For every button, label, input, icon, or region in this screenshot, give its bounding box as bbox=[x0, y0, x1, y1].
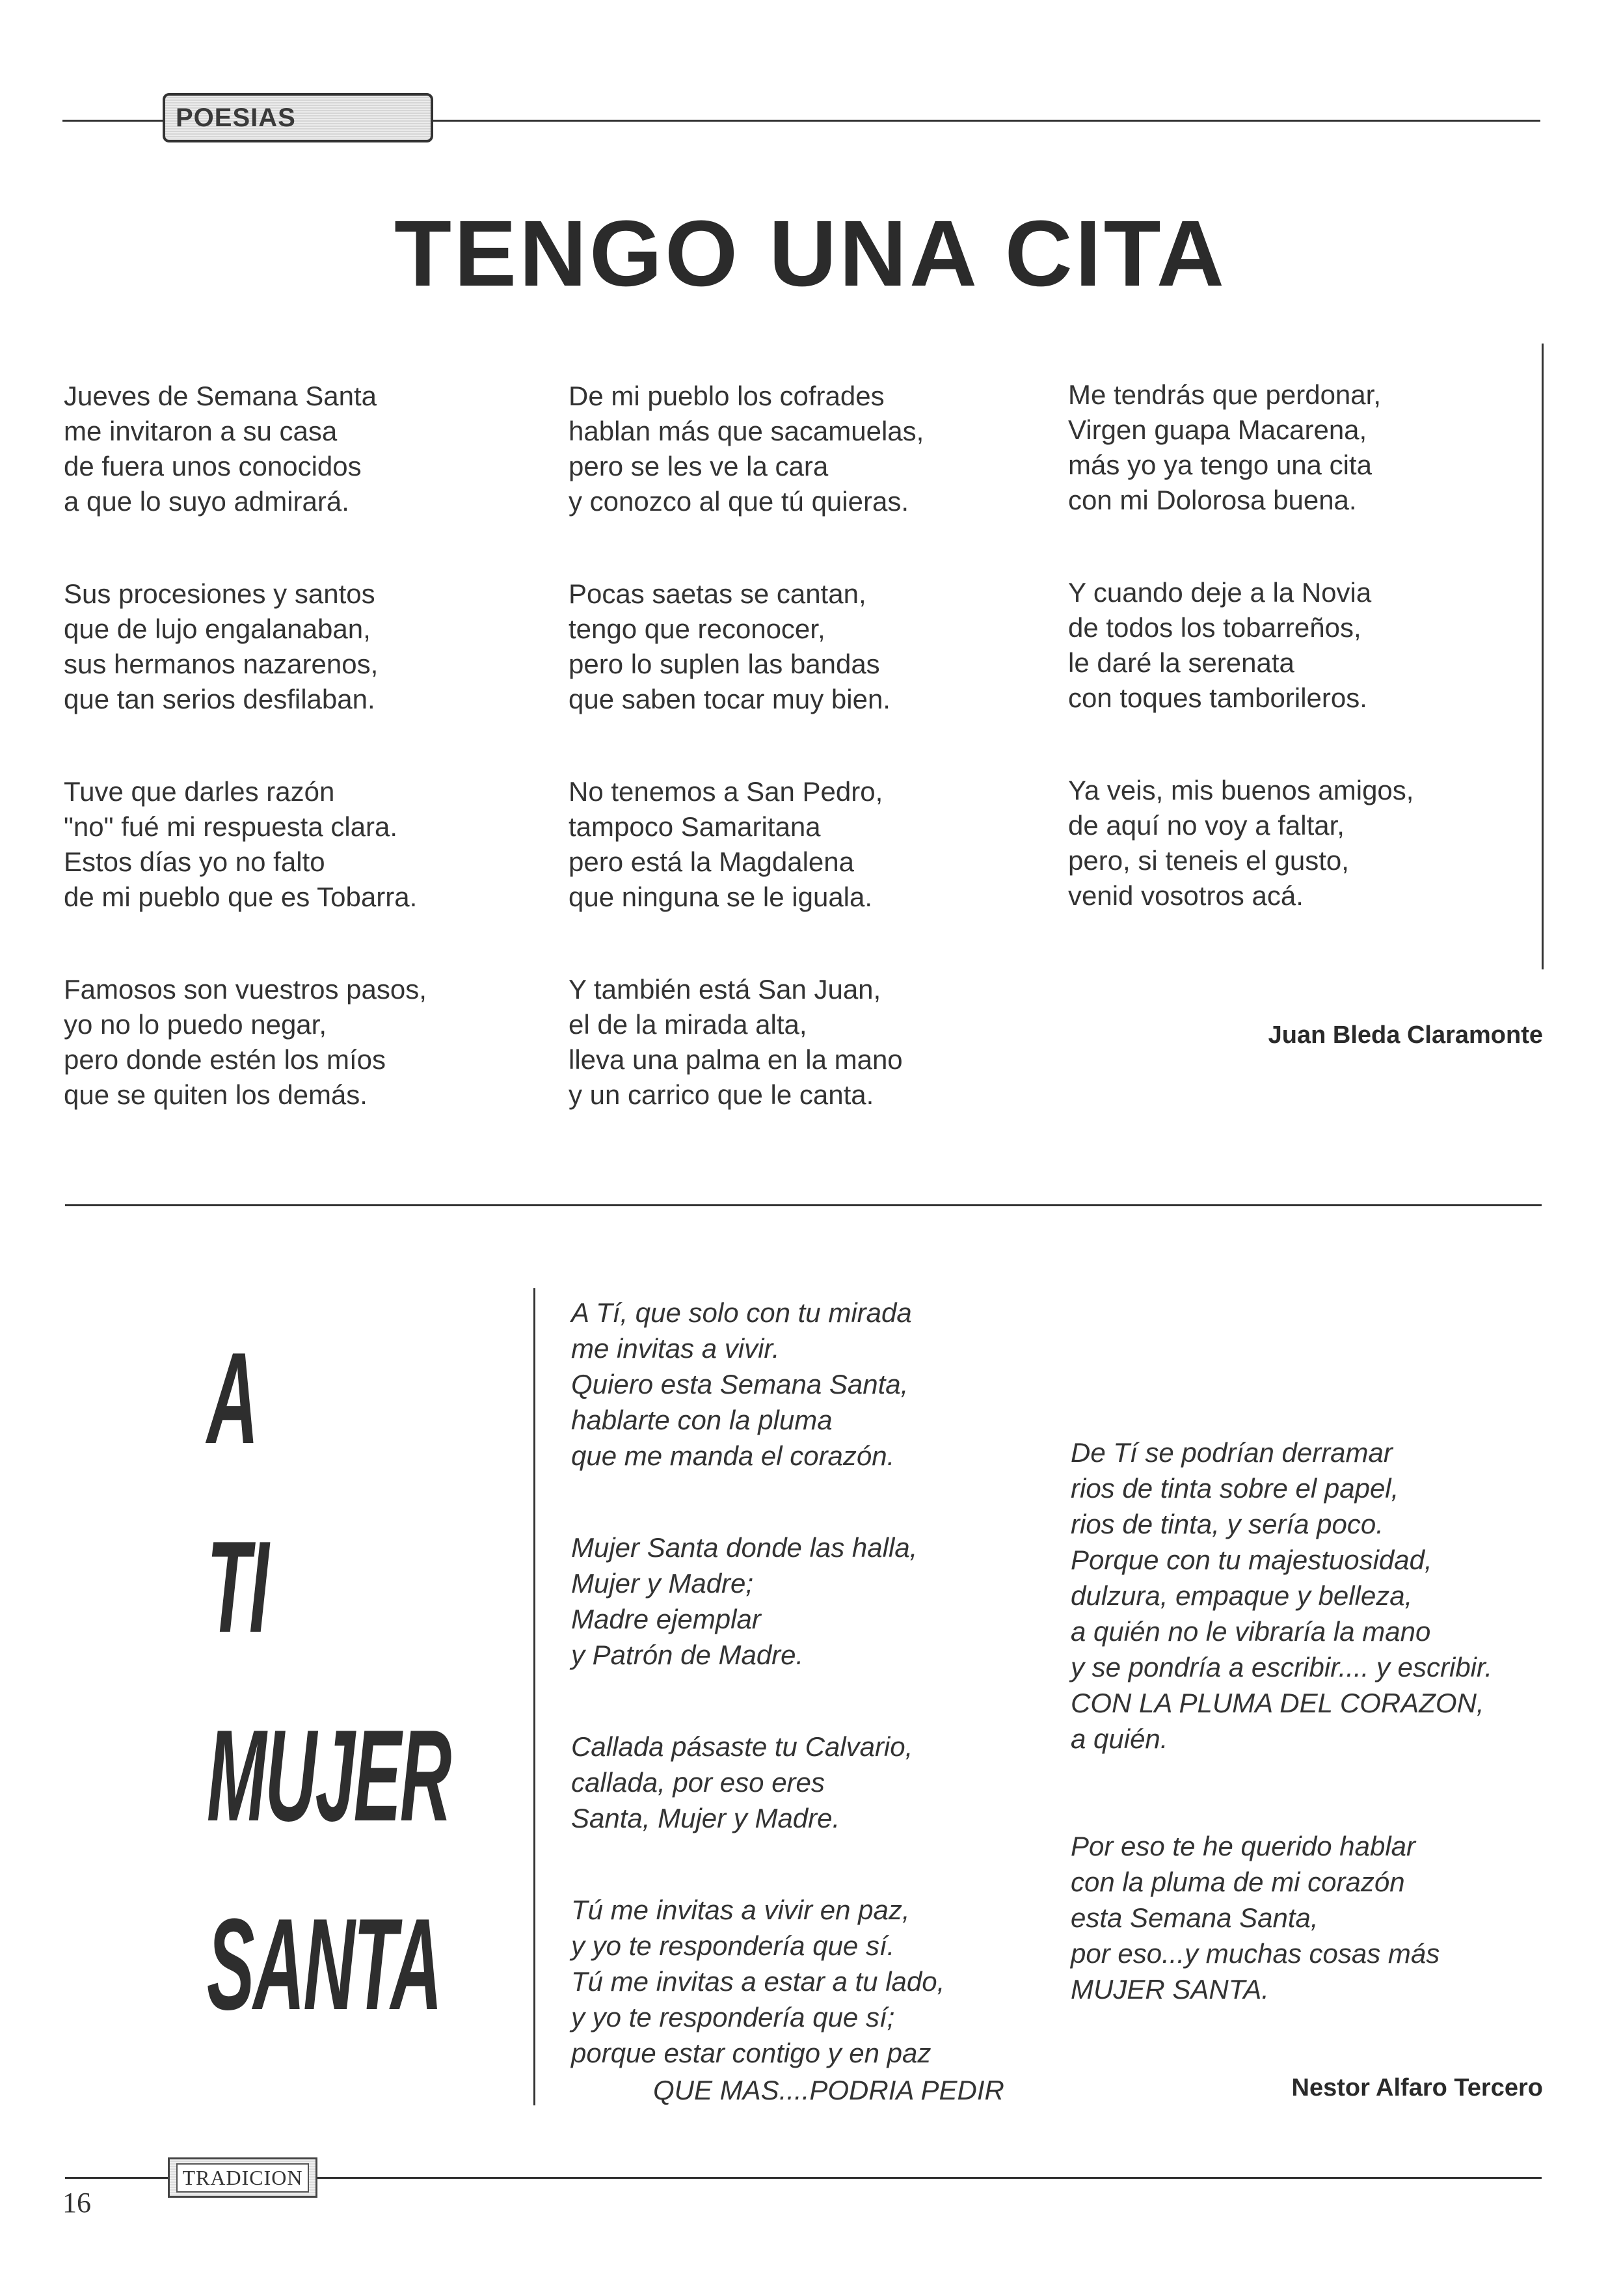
verse-line: rios de tinta, y sería poco. bbox=[1071, 1509, 1384, 1539]
stanza bbox=[571, 1530, 944, 1673]
verse-line: de aquí no voy a faltar, bbox=[1068, 810, 1345, 841]
verse-line: Jueves de Semana Santa bbox=[64, 381, 377, 411]
section-tag bbox=[163, 93, 433, 142]
verse-line: de mi pueblo que es Tobarra. bbox=[64, 882, 418, 912]
verse-line: Tú me invitas a vivir en paz, bbox=[571, 1895, 910, 1925]
verse-line: dulzura, empaque y belleza, bbox=[1071, 1580, 1413, 1611]
verse-line: que me manda el corazón. bbox=[571, 1440, 895, 1471]
verse-line: Y cuando deje a la Novia bbox=[1068, 577, 1372, 608]
poem2-title-word-2: TI bbox=[207, 1515, 268, 1660]
verse-line: Ya veis, mis buenos amigos, bbox=[1068, 775, 1414, 805]
verse-line: "no" fué mi respuesta clara. bbox=[64, 811, 398, 842]
poem1-column-2 bbox=[569, 379, 924, 1113]
verse-line: Famosos son vuestros pasos, bbox=[64, 974, 427, 1005]
verse-line: Tú me invitas a estar a tu lado, bbox=[571, 1966, 945, 1997]
poem1-column-3 bbox=[1068, 377, 1413, 913]
verse-line: de todos los tobarreños, bbox=[1068, 612, 1361, 643]
verse-line: venid vosotros acá. bbox=[1068, 880, 1304, 911]
verse-line: con toques tamborileros. bbox=[1068, 682, 1367, 713]
poem2-title-word-4: SANTA bbox=[207, 1892, 441, 2037]
verse-line: por eso...y muchas cosas más bbox=[1071, 1938, 1440, 1969]
verse-line: a que lo suyo admirará. bbox=[64, 486, 349, 517]
verse-line: A Tí, que solo con tu mirada bbox=[571, 1297, 912, 1328]
verse-line: pero donde estén los míos bbox=[64, 1044, 386, 1075]
section-label: POESIAS bbox=[176, 103, 296, 132]
verse-line: Porque con tu majestuosidad, bbox=[1071, 1545, 1432, 1575]
poem1-right-rule bbox=[1542, 344, 1544, 969]
section-divider bbox=[65, 1204, 1542, 1206]
poem2-column-1 bbox=[571, 1295, 944, 2071]
verse-line: y se pondría a escribir.... y escribir. bbox=[1071, 1652, 1493, 1682]
stanza bbox=[571, 1892, 944, 2071]
verse-line: le daré la serenata bbox=[1068, 647, 1294, 678]
verse-line: más yo ya tengo una cita bbox=[1068, 450, 1372, 480]
footer-publication: TRADICION bbox=[176, 2163, 310, 2193]
stanza bbox=[571, 1729, 944, 1836]
stanza bbox=[569, 576, 924, 717]
verse-line: el de la mirada alta, bbox=[569, 1009, 807, 1040]
stanza bbox=[64, 576, 427, 717]
stanza bbox=[1068, 575, 1413, 716]
verse-line: hablarte con la pluma bbox=[571, 1405, 833, 1435]
verse-line: porque estar contigo y en paz bbox=[571, 2038, 931, 2068]
verse-line: Quiero esta Semana Santa, bbox=[571, 1369, 909, 1399]
verse-line: Por eso te he querido hablar bbox=[1071, 1831, 1416, 1861]
poem1-title: TENGO UNA CITA bbox=[394, 201, 1227, 306]
verse-line: Mujer Santa donde las halla, bbox=[571, 1532, 918, 1563]
verse-line: Y también está San Juan, bbox=[569, 974, 881, 1005]
verse-line: sus hermanos nazarenos, bbox=[64, 649, 379, 679]
verse-line: Virgen guapa Macarena, bbox=[1068, 414, 1367, 445]
verse-line: Estos días yo no falto bbox=[64, 846, 325, 877]
verse-line: De mi pueblo los cofrades bbox=[569, 381, 885, 411]
footer-publication-tag bbox=[168, 2157, 317, 2198]
verse-line: tengo que reconocer, bbox=[569, 614, 825, 644]
stanza bbox=[1071, 1435, 1492, 1757]
poem1-column-1 bbox=[64, 379, 427, 1113]
verse-line: Madre ejemplar bbox=[571, 1604, 761, 1634]
stanza bbox=[64, 972, 427, 1113]
verse-line: que se quiten los demás. bbox=[64, 1079, 368, 1110]
verse-line: que ninguna se le iguala. bbox=[569, 882, 873, 912]
verse-line: Sus procesiones y santos bbox=[64, 578, 375, 609]
poem2-title-word-1: A bbox=[207, 1326, 258, 1471]
verse-line: hablan más que sacamuelas, bbox=[569, 416, 924, 446]
verse-line: Santa, Mujer y Madre. bbox=[571, 1803, 840, 1833]
verse-line: lleva una palma en la mano bbox=[569, 1044, 903, 1075]
verse-line: y yo te respondería que sí; bbox=[571, 2002, 895, 2033]
verse-line: pero lo suplen las bandas bbox=[569, 649, 880, 679]
verse-line: Callada pásaste tu Calvario, bbox=[571, 1731, 913, 1762]
stanza bbox=[1068, 377, 1413, 518]
verse-line: pero, si teneis el gusto, bbox=[1068, 845, 1349, 876]
verse-line: y yo te respondería que sí. bbox=[571, 1930, 895, 1961]
verse-line: pero se les ve la cara bbox=[569, 451, 829, 481]
poem2-author: Nestor Alfaro Tercero bbox=[1291, 2074, 1543, 2101]
verse-line: Me tendrás que perdonar, bbox=[1068, 379, 1381, 410]
verse-line: con mi Dolorosa buena. bbox=[1068, 485, 1357, 515]
stanza bbox=[569, 972, 924, 1113]
verse-line: y conozco al que tú quieras. bbox=[569, 486, 909, 517]
verse-line: a quién no le vibraría la mano bbox=[1071, 1616, 1431, 1647]
verse-line: No tenemos a San Pedro, bbox=[569, 776, 883, 807]
verse-line: y un carrico que le canta. bbox=[569, 1079, 874, 1110]
verse-line: tampoco Samaritana bbox=[569, 811, 821, 842]
verse-line: y Patrón de Madre. bbox=[571, 1640, 804, 1670]
verse-line: Tuve que darles razón bbox=[64, 776, 335, 807]
verse-line: que saben tocar muy bien. bbox=[569, 684, 891, 714]
stanza bbox=[1071, 1828, 1492, 2007]
poem2-column-2 bbox=[1071, 1435, 1492, 2007]
verse-line: con la pluma de mi corazón bbox=[1071, 1867, 1405, 1897]
page-number: 16 bbox=[62, 2187, 91, 2219]
verse-line: esta Semana Santa, bbox=[1071, 1902, 1319, 1933]
verse-line: De Tí se podrían derramar bbox=[1071, 1437, 1393, 1468]
verse-line: a quién. bbox=[1071, 1723, 1168, 1754]
verse-line: yo no lo puedo negar, bbox=[64, 1009, 327, 1040]
verse-line: rios de tinta sobre el papel, bbox=[1071, 1473, 1399, 1504]
verse-line: pero está la Magdalena bbox=[569, 846, 854, 877]
verse-line: callada, por eso eres bbox=[571, 1767, 825, 1798]
verse-line: Pocas saetas se cantan, bbox=[569, 578, 866, 609]
poem2-left-rule bbox=[533, 1288, 535, 2105]
verse-line: me invitas a vivir. bbox=[571, 1333, 780, 1364]
verse-line: Mujer y Madre; bbox=[571, 1568, 754, 1599]
stanza bbox=[569, 379, 924, 519]
stanza bbox=[571, 1295, 944, 1474]
verse-line: que tan serios desfilaban. bbox=[64, 684, 375, 714]
poem1-author: Juan Bleda Claramonte bbox=[1268, 1021, 1543, 1049]
stanza bbox=[64, 379, 427, 519]
poem2-title-word-3: MUJER bbox=[207, 1703, 451, 1848]
verse-line: de fuera unos conocidos bbox=[64, 451, 362, 481]
verse-line: que de lujo engalanaban, bbox=[64, 614, 371, 644]
verse-line: CON LA PLUMA DEL CORAZON, bbox=[1071, 1688, 1484, 1718]
verse-line: MUJER SANTA. bbox=[1071, 1974, 1269, 2005]
stanza bbox=[64, 774, 427, 915]
stanza bbox=[569, 774, 924, 915]
stanza bbox=[1068, 773, 1413, 913]
poem2-closing-line: QUE MAS....PODRIA PEDIR bbox=[653, 2075, 1004, 2105]
verse-line: me invitaron a su casa bbox=[64, 416, 338, 446]
